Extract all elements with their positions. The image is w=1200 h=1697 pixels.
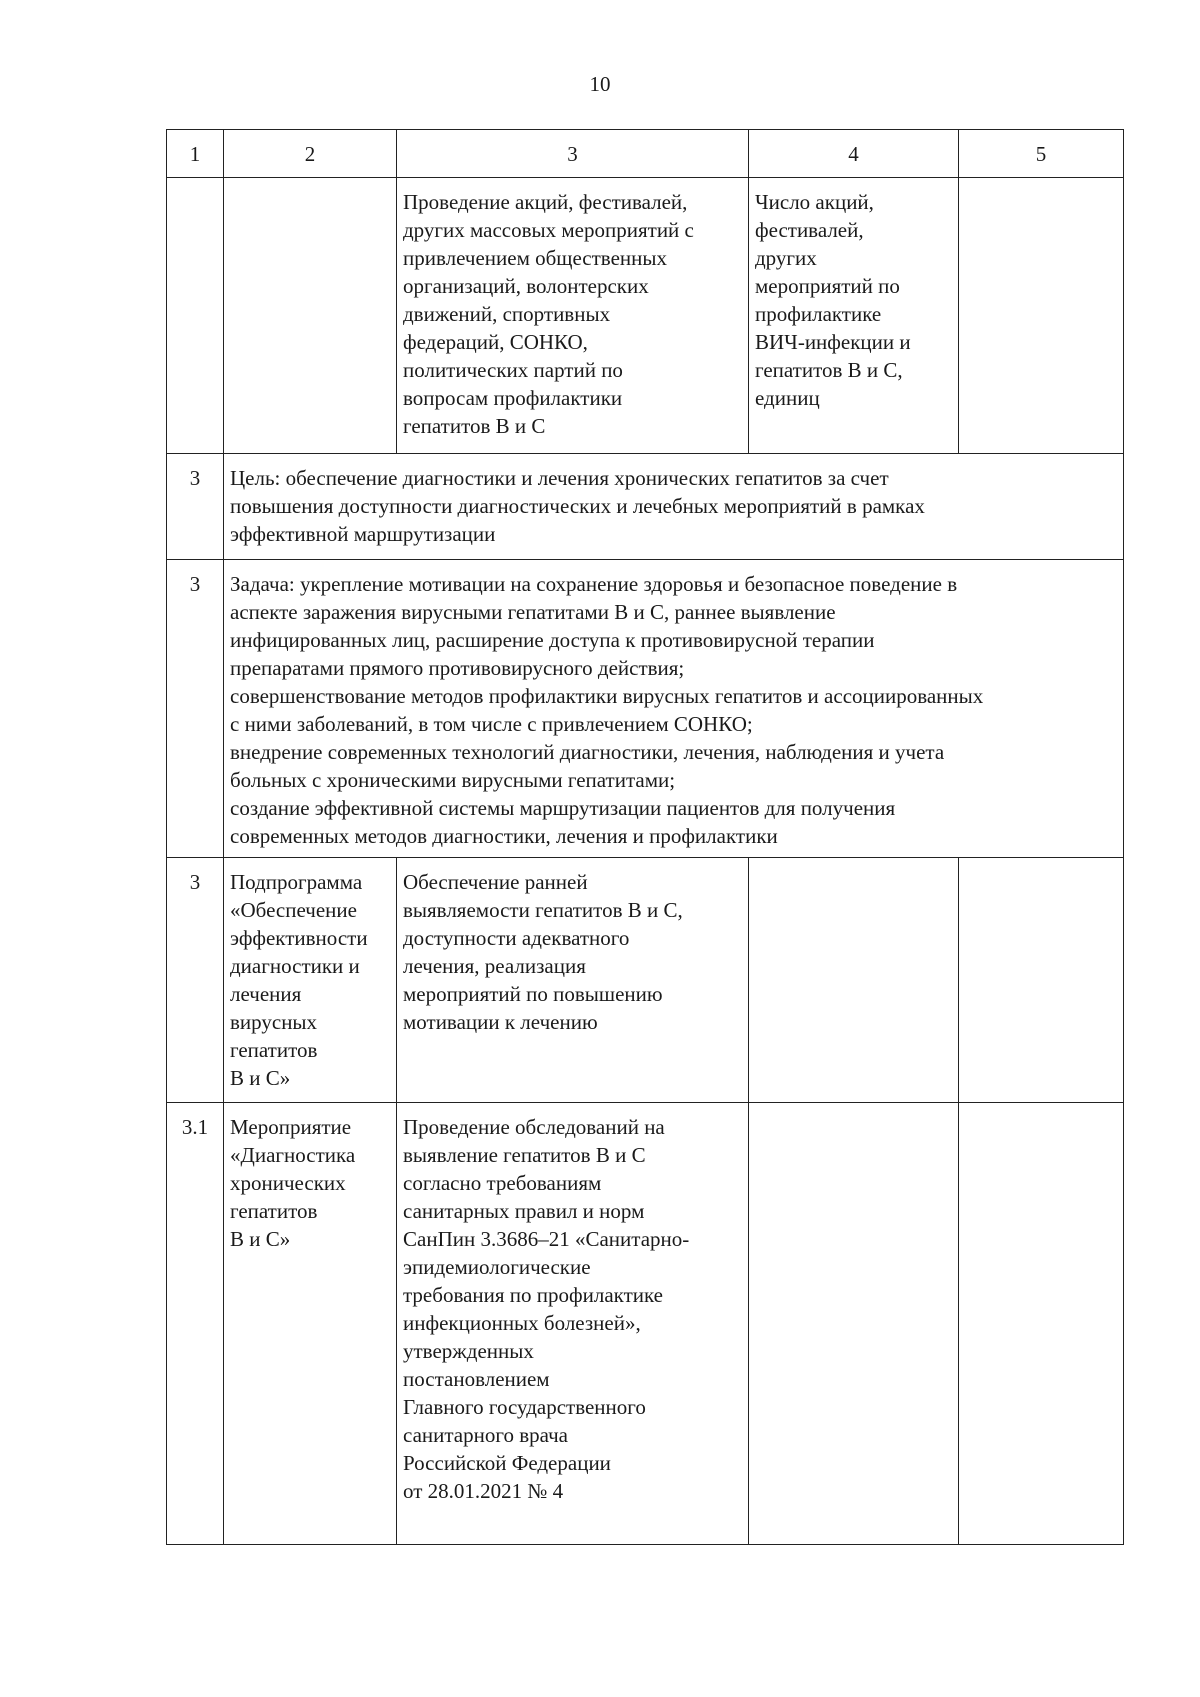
header-cell-4: 4 [749,130,959,178]
row-event-3-1-description: Проведение обследований на выявление гепатитов В и С согласно требованиям санитарных правил и норм СанПин 3.3686–21 «Санитарно- эпидемиологические требования по профилактике инфекционных болезней», утвержденных постановлением Главного государственного санитарного врача Российской Федерации от 28.01.2021 № 4 [397,1103,749,1545]
program-table [166,129,1124,1545]
table-row-events [167,178,1124,454]
row-event-3-1-num: 3.1 [167,1103,224,1545]
row-events-indicator: Число акций, фестивалей, других мероприятий по профилактике ВИЧ-инфекции и гепатитов В и С, единиц [749,178,959,454]
row-events-name [224,178,397,454]
row-subprogram-indicator [749,858,959,1103]
row-goal-num: 3 [167,454,224,560]
row-subprogram-col5 [959,858,1124,1103]
header-cell-5: 5 [959,130,1124,178]
table-row-event-3-1 [167,1103,1124,1545]
header-cell-3: 3 [397,130,749,178]
table-row-task [167,560,1124,858]
row-event-3-1-col5 [959,1103,1124,1545]
row-goal-text: Цель: обеспечение диагностики и лечения хронических гепатитов за счет повышения доступности диагностических и лечебных мероприятий в рамках эффективной маршрутизации [224,454,1124,560]
header-cell-1: 1 [167,130,224,178]
row-task-num: 3 [167,560,224,858]
row-subprogram-num: 3 [167,858,224,1103]
row-events-num [167,178,224,454]
row-event-3-1-indicator [749,1103,959,1545]
page-number: 10 [589,72,611,96]
row-events-col5 [959,178,1124,454]
row-events-description: Проведение акций, фестивалей, других массовых мероприятий с привлечением общественных организаций, волонтерских движений, спортивных федераций, СОНКО, политических партий по вопросам профилактики гепатитов В и С [397,178,749,454]
row-subprogram-description: Обеспечение ранней выявляемости гепатитов В и С, доступности адекватного лечения, реализация мероприятий по повышению мотивации к лечению [397,858,749,1103]
table-row-goal [167,454,1124,560]
header-cell-2: 2 [224,130,397,178]
table-row-subprogram [167,858,1124,1103]
row-task-text: Задача: укрепление мотивации на сохранение здоровья и безопасное поведение в аспекте заражения вирусными гепатитами В и С, раннее выявление инфицированных лиц, расширение доступа к противовирусной терапии препаратами прямого противовирусного действия; совершенствование методов профилактики вирусных гепатитов и ассоциированных с ними заболеваний, в том числе с привлечением СОНКО; внедрение современных технологий диагностики, лечения, наблюдения и учета больных с хроническими вирусными гепатитами; создание эффективной системы маршрутизации пациентов для получения современных методов диагностики, лечения и профилактики [224,560,1124,858]
row-subprogram-name: Подпрограмма «Обеспечение эффективности диагностики и лечения вирусных гепатитов В и С» [224,858,397,1103]
table-header-row [167,130,1124,178]
row-event-3-1-name: Мероприятие «Диагностика хронических гепатитов В и С» [224,1103,397,1545]
